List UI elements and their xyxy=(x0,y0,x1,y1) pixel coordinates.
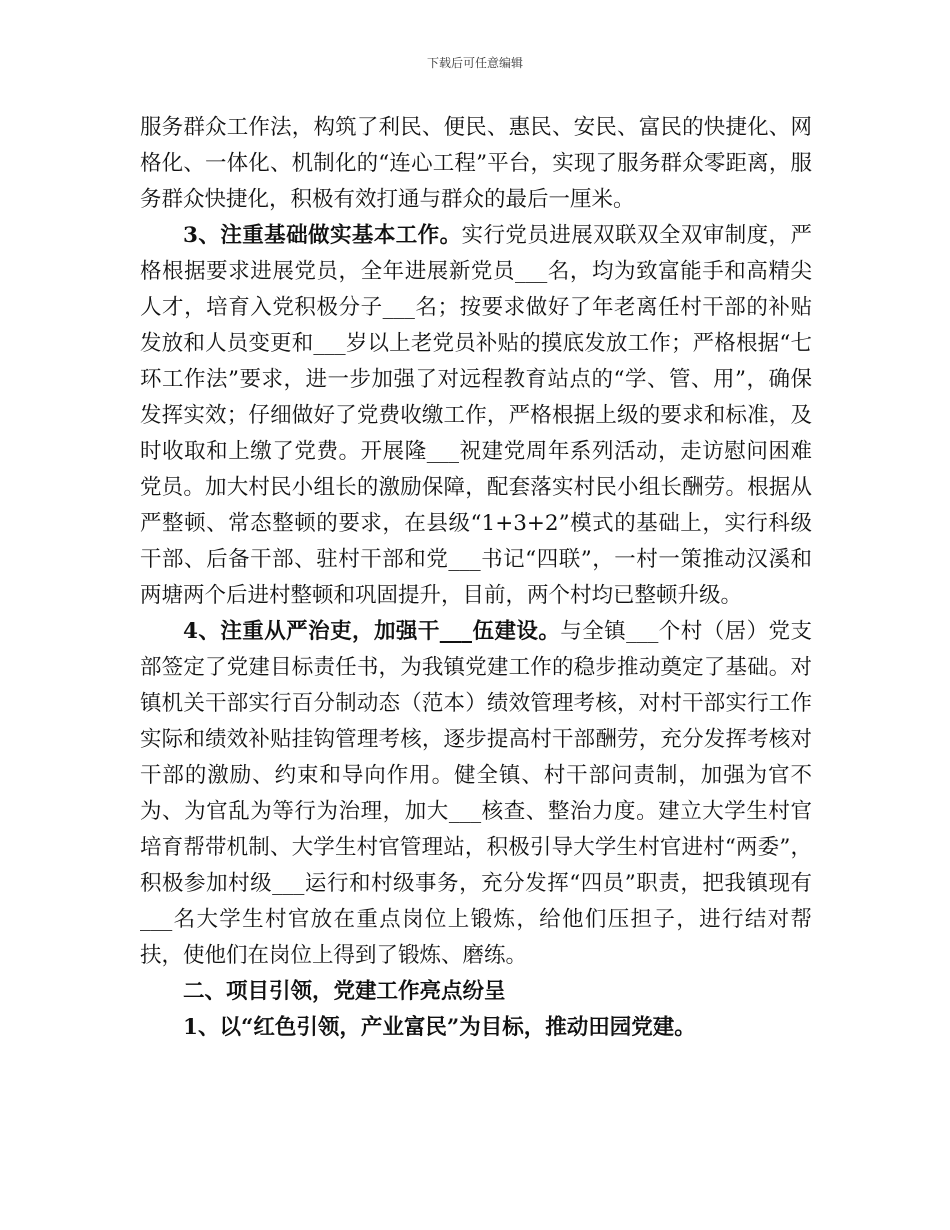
paragraph-basic-work xyxy=(140,218,812,614)
paragraph-intro: 服务群众工作法，构筑了利民、便民、惠民、安民、富民的快捷化、网格化、一体化、机制化的“连心工程”平台，实现了服务群众零距离，服务群众快捷化，积极有效打通与群众的最后一厘米。 xyxy=(140,115,812,212)
subsection-heading: 1、以“红色引领，产业富民”为目标，推动田园党建。 xyxy=(183,1015,696,1040)
page-header: 下载后可任意编辑 xyxy=(426,56,523,70)
document-body xyxy=(140,110,812,1046)
paragraph-lead: 3、注重基础做实基本工作。 xyxy=(183,223,462,248)
paragraph-text: 实行党员进展双联双全双审制度，严格根据要求进展党员，全年进展新党员___名，均为致富能手和高精尖人才，培育入党积极分子___名；按要求做好了年老离任村干部的补贴发放和人员变更和___岁以上老党员补贴的摸底发放工作；严格根据“七环工作法”要求，进一步加强了对远程教育站点的“学、管、用”，确保发挥实效；仔细做好了党费收缴工作，严格根据上级的要求和标准，及时收取和上缴了党费。开展隆___祝建党周年系列活动，走访慰问困难党员。加大村民小组长的激励保障，配套落实村民小组长酬劳。根据从严整顿、常态整顿的要求，在县级“1+3+2”模式的基础上，实行科级干部、后备干部、驻村干部和党___书记“四联”，一村一策推动汉溪和两塘两个后进村整顿和巩固提升，目前，两个村均已整顿升级。 xyxy=(140,223,812,608)
paragraph-lead: 4、注重从严治吏，加强干___伍建设。 xyxy=(183,619,561,644)
paragraph-text: 与全镇___个村（居）党支部签定了党建目标责任书，为我镇党建工作的稳步推动奠定了基础。对镇机关干部实行百分制动态（范本）绩效管理考核，对村干部实行工作实际和绩效补贴挂钩管理考核，逐步提高村干部酬劳，充分发挥考核对干部的激励、约束和导向作用。健全镇、村干部问责制，加强为官不为、为官乱为等行为治理，加大___核查、整治力度。建立大学生村官培育帮带机制、大学生村官管理站，积极引导大学生村官进村“两委”，积极参加村级___运行和村级事务，充分发挥“四员”职责，把我镇现有___名大学生村官放在重点岗位上锻炼，给他们压担子，进行结对帮扶，使他们在岗位上得到了锻炼、磨练。 xyxy=(140,619,812,968)
section-heading: 二、项目引领，党建工作亮点纷呈 xyxy=(183,979,506,1004)
paragraph-strict-governance xyxy=(140,614,812,974)
